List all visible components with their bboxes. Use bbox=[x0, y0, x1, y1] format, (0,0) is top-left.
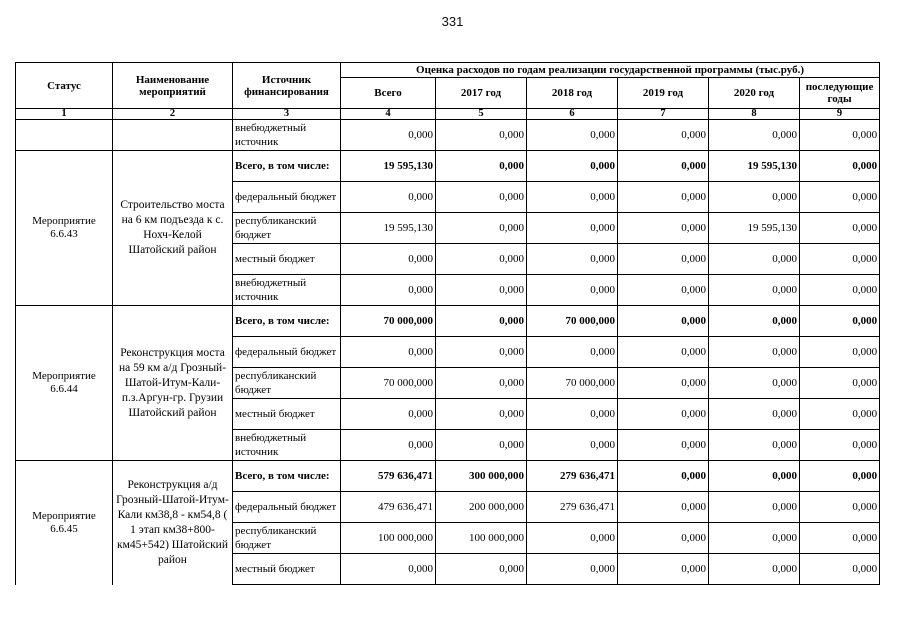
amount-cell: 0,000 bbox=[341, 120, 436, 151]
amount-cell: 0,000 bbox=[341, 554, 436, 585]
amount-cell: 0,000 bbox=[436, 120, 527, 151]
amount-cell: 0,000 bbox=[527, 213, 618, 244]
amount-cell: 0,000 bbox=[618, 182, 709, 213]
amount-cell: 0,000 bbox=[436, 430, 527, 461]
measure-name-cell bbox=[113, 120, 233, 151]
header-name: Наименование мероприятий bbox=[113, 63, 233, 109]
amount-cell: 0,000 bbox=[800, 399, 880, 430]
measure-name-cell: Реконструкция моста на 59 км а/д Грозный-Шатой-Итум-Кали-п.з.Аргун-гр. Грузии Шатойский район bbox=[113, 306, 233, 461]
amount-cell: 0,000 bbox=[618, 120, 709, 151]
funding-source-cell: федеральный бюджет bbox=[233, 337, 341, 368]
funding-source-cell: внебюджетный источник bbox=[233, 430, 341, 461]
funding-source-cell: внебюджетный источник bbox=[233, 275, 341, 306]
amount-cell: 70 000,000 bbox=[341, 306, 436, 337]
amount-cell: 0,000 bbox=[341, 182, 436, 213]
header-source: Источник финансирования bbox=[233, 63, 341, 109]
funding-source-cell: местный бюджет bbox=[233, 399, 341, 430]
funding-source-cell: местный бюджет bbox=[233, 244, 341, 275]
amount-cell: 0,000 bbox=[800, 523, 880, 554]
table-row bbox=[16, 120, 880, 151]
amount-cell: 0,000 bbox=[618, 523, 709, 554]
amount-cell: 0,000 bbox=[618, 151, 709, 182]
col-number: 3 bbox=[233, 109, 341, 120]
amount-cell: 0,000 bbox=[618, 461, 709, 492]
amount-cell: 0,000 bbox=[709, 430, 800, 461]
amount-cell: 0,000 bbox=[527, 275, 618, 306]
amount-cell: 0,000 bbox=[527, 120, 618, 151]
amount-cell: 19 595,130 bbox=[709, 151, 800, 182]
amount-cell: 0,000 bbox=[800, 182, 880, 213]
amount-cell: 0,000 bbox=[618, 368, 709, 399]
status-cell: Мероприятие 6.6.44 bbox=[16, 306, 113, 461]
amount-cell: 70 000,000 bbox=[527, 306, 618, 337]
amount-cell: 0,000 bbox=[341, 399, 436, 430]
amount-cell: 0,000 bbox=[527, 554, 618, 585]
amount-cell: 0,000 bbox=[436, 368, 527, 399]
table-row bbox=[16, 461, 880, 492]
amount-cell: 0,000 bbox=[436, 399, 527, 430]
amount-cell: 279 636,471 bbox=[527, 492, 618, 523]
funding-source-cell: республиканский бюджет bbox=[233, 213, 341, 244]
page-number: 331 bbox=[441, 14, 464, 29]
amount-cell: 0,000 bbox=[527, 430, 618, 461]
amount-cell: 0,000 bbox=[618, 213, 709, 244]
amount-cell: 0,000 bbox=[618, 399, 709, 430]
amount-cell: 0,000 bbox=[527, 399, 618, 430]
header-2018: 2018 год bbox=[527, 78, 618, 109]
header-2017: 2017 год bbox=[436, 78, 527, 109]
amount-cell: 0,000 bbox=[527, 337, 618, 368]
header-total: Всего bbox=[341, 78, 436, 109]
amount-cell: 19 595,130 bbox=[341, 213, 436, 244]
amount-cell: 0,000 bbox=[709, 492, 800, 523]
amount-cell: 0,000 bbox=[436, 306, 527, 337]
col-number: 7 bbox=[618, 109, 709, 120]
funding-source-cell: внебюджетный источник bbox=[233, 120, 341, 151]
amount-cell: 300 000,000 bbox=[436, 461, 527, 492]
amount-cell: 0,000 bbox=[436, 244, 527, 275]
col-number: 6 bbox=[527, 109, 618, 120]
amount-cell: 70 000,000 bbox=[527, 368, 618, 399]
header-2020: 2020 год bbox=[709, 78, 800, 109]
amount-cell: 0,000 bbox=[618, 492, 709, 523]
amount-cell: 279 636,471 bbox=[527, 461, 618, 492]
amount-cell: 0,000 bbox=[800, 461, 880, 492]
amount-cell: 0,000 bbox=[618, 306, 709, 337]
amount-cell: 200 000,000 bbox=[436, 492, 527, 523]
header-estimate: Оценка расходов по годам реализации государственной программы (тыс.руб.) bbox=[341, 63, 880, 78]
amount-cell: 0,000 bbox=[618, 244, 709, 275]
amount-cell: 70 000,000 bbox=[341, 368, 436, 399]
amount-cell: 0,000 bbox=[800, 368, 880, 399]
amount-cell: 100 000,000 bbox=[341, 523, 436, 554]
amount-cell: 0,000 bbox=[341, 244, 436, 275]
funding-source-cell: Всего, в том числе: bbox=[233, 151, 341, 182]
measure-name-cell: Реконструкция а/д Грозный-Шатой-Итум-Кали км38,8 - км54,8 ( 1 этап км38+800-км45+542) Шатойский район bbox=[113, 461, 233, 585]
amount-cell: 0,000 bbox=[527, 182, 618, 213]
amount-cell: 100 000,000 bbox=[436, 523, 527, 554]
amount-cell: 19 595,130 bbox=[709, 213, 800, 244]
header-status: Статус bbox=[16, 63, 113, 109]
col-number: 4 bbox=[341, 109, 436, 120]
amount-cell: 0,000 bbox=[436, 275, 527, 306]
table-row bbox=[16, 306, 880, 337]
amount-cell: 0,000 bbox=[800, 306, 880, 337]
header-later: последующие годы bbox=[800, 78, 880, 109]
amount-cell: 0,000 bbox=[436, 337, 527, 368]
col-number: 8 bbox=[709, 109, 800, 120]
amount-cell: 0,000 bbox=[800, 244, 880, 275]
amount-cell: 0,000 bbox=[436, 554, 527, 585]
measure-name-cell: Строительство моста на 6 км подъезда к с. Нохч-Келой Шатойский район bbox=[113, 151, 233, 306]
amount-cell: 0,000 bbox=[709, 399, 800, 430]
amount-cell: 0,000 bbox=[709, 554, 800, 585]
amount-cell: 0,000 bbox=[709, 461, 800, 492]
budget-table bbox=[15, 62, 880, 585]
amount-cell: 0,000 bbox=[800, 151, 880, 182]
amount-cell: 0,000 bbox=[800, 275, 880, 306]
amount-cell: 0,000 bbox=[709, 182, 800, 213]
status-cell bbox=[16, 120, 113, 151]
amount-cell: 0,000 bbox=[618, 430, 709, 461]
amount-cell: 0,000 bbox=[800, 213, 880, 244]
amount-cell: 0,000 bbox=[709, 306, 800, 337]
amount-cell: 0,000 bbox=[341, 275, 436, 306]
header-row-1 bbox=[16, 63, 880, 78]
funding-source-cell: Всего, в том числе: bbox=[233, 461, 341, 492]
amount-cell: 0,000 bbox=[709, 120, 800, 151]
amount-cell: 0,000 bbox=[800, 492, 880, 523]
amount-cell: 0,000 bbox=[800, 120, 880, 151]
status-cell: Мероприятие 6.6.45 bbox=[16, 461, 113, 585]
amount-cell: 0,000 bbox=[436, 151, 527, 182]
amount-cell: 0,000 bbox=[341, 337, 436, 368]
funding-source-cell: республиканский бюджет bbox=[233, 368, 341, 399]
amount-cell: 0,000 bbox=[709, 244, 800, 275]
col-number: 1 bbox=[16, 109, 113, 120]
funding-source-cell: федеральный бюджет bbox=[233, 182, 341, 213]
amount-cell: 0,000 bbox=[618, 337, 709, 368]
amount-cell: 0,000 bbox=[800, 337, 880, 368]
status-cell: Мероприятие 6.6.43 bbox=[16, 151, 113, 306]
amount-cell: 19 595,130 bbox=[341, 151, 436, 182]
funding-source-cell: республиканский бюджет bbox=[233, 523, 341, 554]
amount-cell: 0,000 bbox=[527, 523, 618, 554]
header-2019: 2019 год bbox=[618, 78, 709, 109]
amount-cell: 0,000 bbox=[436, 182, 527, 213]
amount-cell: 0,000 bbox=[341, 430, 436, 461]
amount-cell: 0,000 bbox=[709, 368, 800, 399]
amount-cell: 0,000 bbox=[709, 275, 800, 306]
col-number: 2 bbox=[113, 109, 233, 120]
col-number: 9 bbox=[800, 109, 880, 120]
amount-cell: 479 636,471 bbox=[341, 492, 436, 523]
table-body bbox=[16, 120, 880, 585]
amount-cell: 0,000 bbox=[709, 337, 800, 368]
amount-cell: 0,000 bbox=[709, 523, 800, 554]
amount-cell: 0,000 bbox=[800, 430, 880, 461]
amount-cell: 0,000 bbox=[527, 244, 618, 275]
amount-cell: 0,000 bbox=[618, 275, 709, 306]
table-row bbox=[16, 151, 880, 182]
amount-cell: 0,000 bbox=[800, 554, 880, 585]
amount-cell: 0,000 bbox=[618, 554, 709, 585]
column-numbers-row bbox=[16, 109, 880, 120]
amount-cell: 0,000 bbox=[436, 213, 527, 244]
funding-source-cell: федеральный бюджет bbox=[233, 492, 341, 523]
funding-source-cell: местный бюджет bbox=[233, 554, 341, 585]
amount-cell: 0,000 bbox=[527, 151, 618, 182]
col-number: 5 bbox=[436, 109, 527, 120]
funding-source-cell: Всего, в том числе: bbox=[233, 306, 341, 337]
amount-cell: 579 636,471 bbox=[341, 461, 436, 492]
